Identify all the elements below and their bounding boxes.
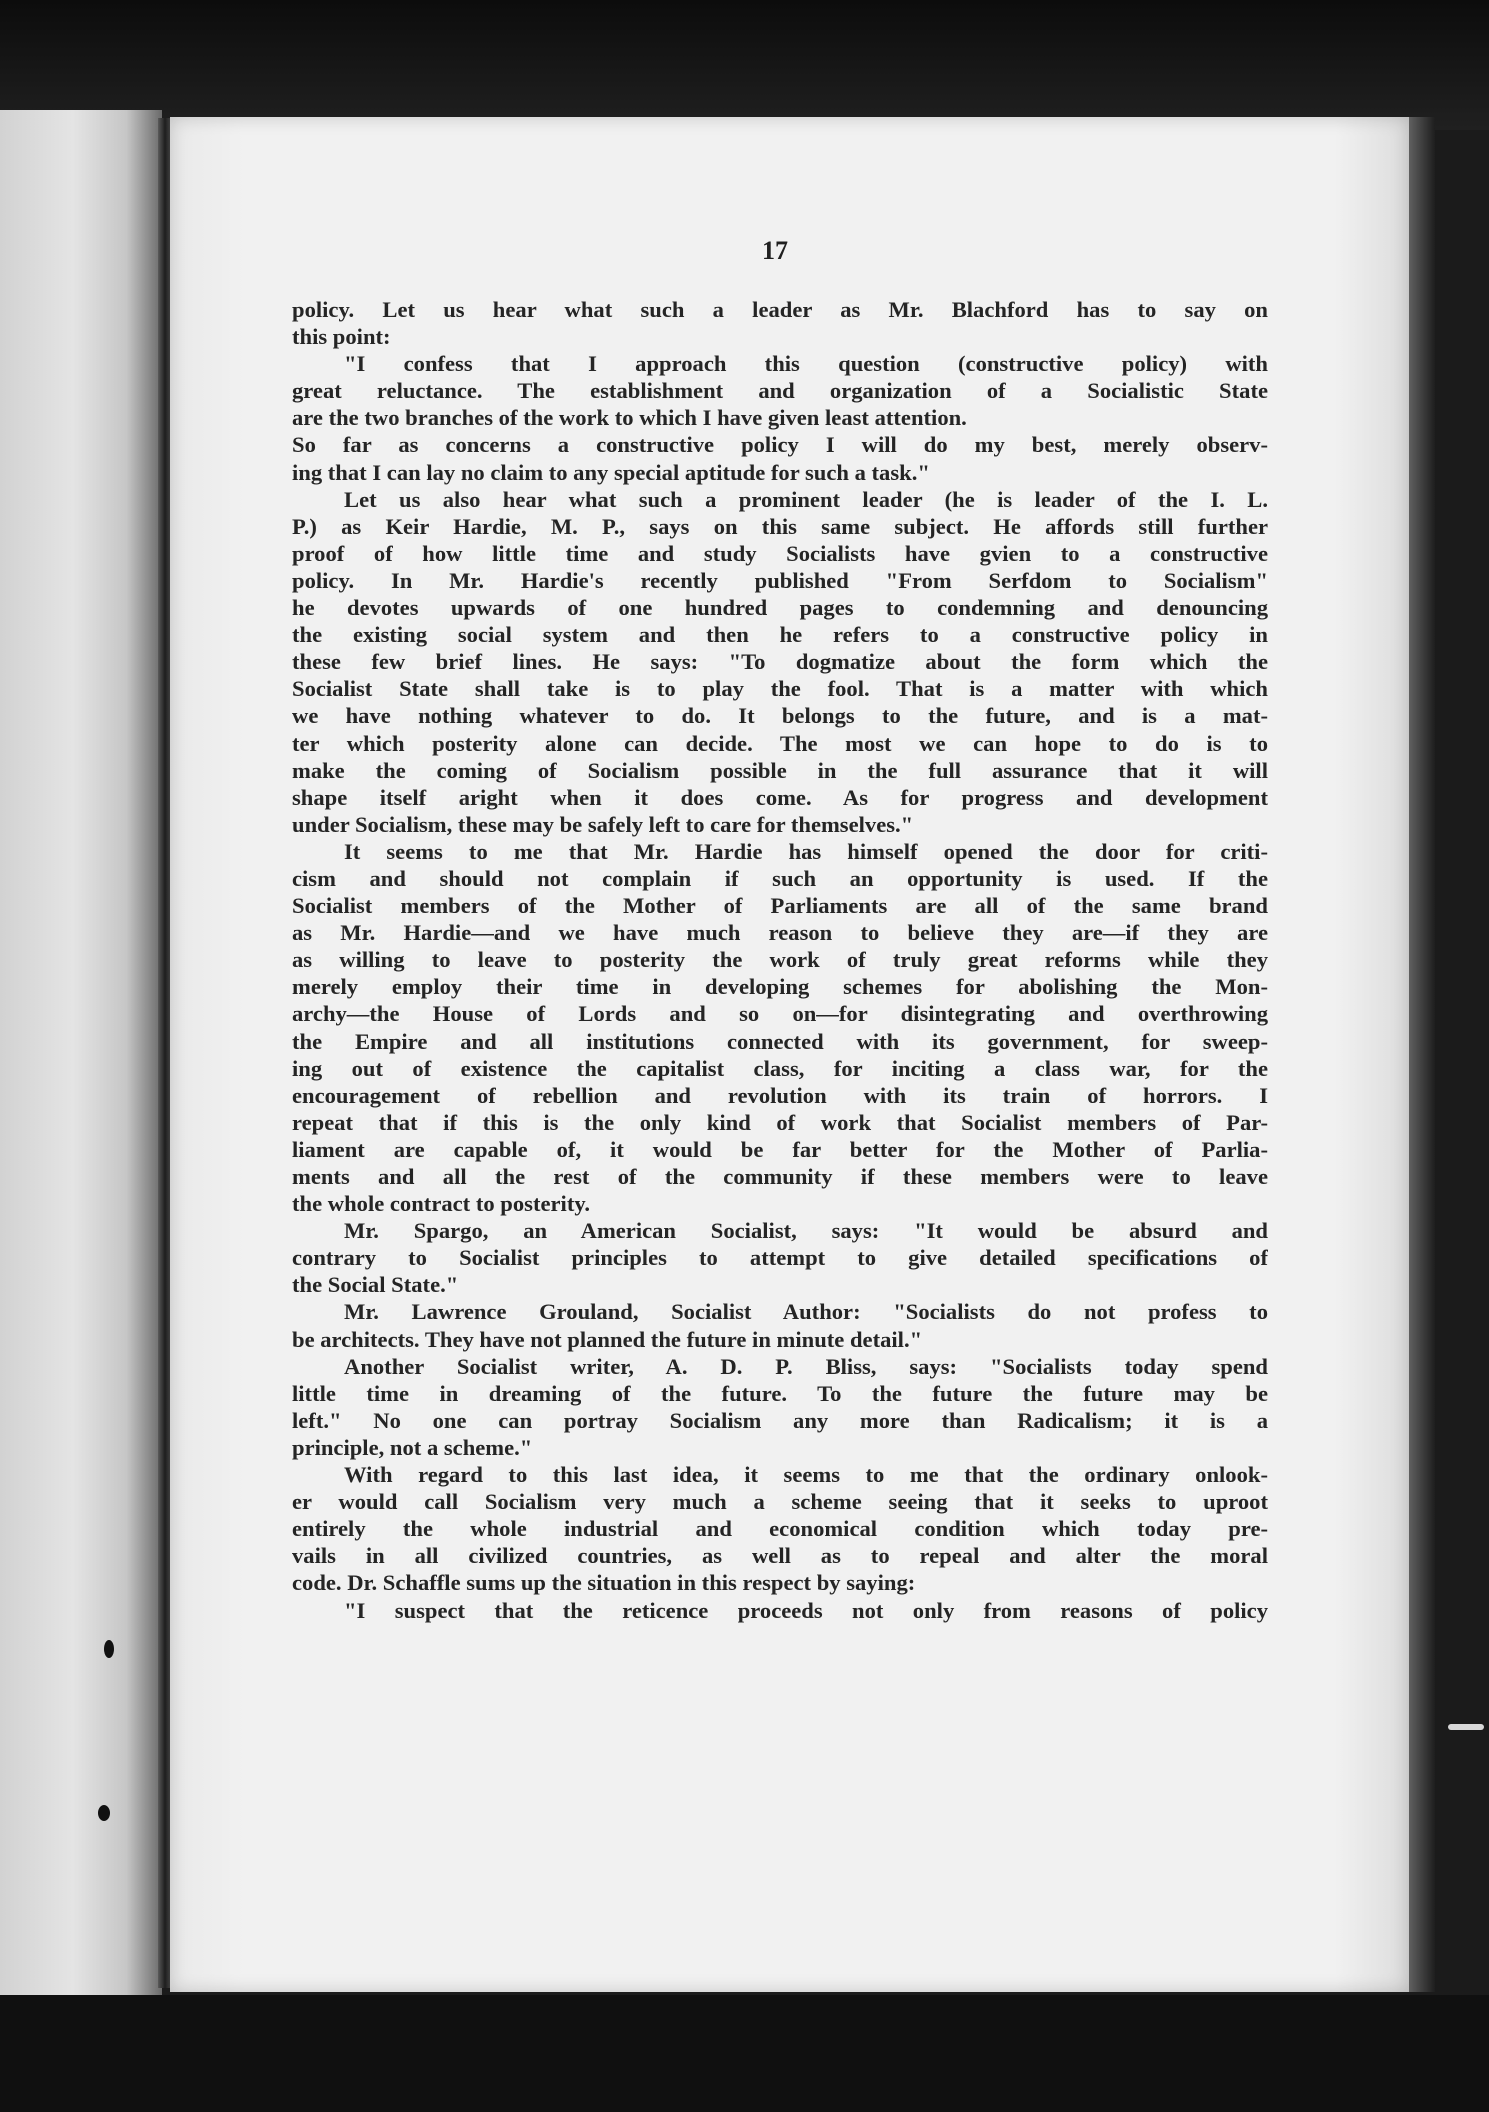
scan-speck xyxy=(104,1640,114,1658)
text-line: repeat that if this is the only kind of work that Socialist members of Par- xyxy=(292,1109,1268,1135)
scan-background-bottom xyxy=(0,1995,1489,2112)
text-line: Mr. Spargo, an American Socialist, says: "It would be absurd and xyxy=(344,1218,1268,1244)
text-line: cism and should not complain if such an opportunity is used. If the xyxy=(292,865,1268,891)
text-line: code. Dr. Schaffle sums up the situation in this respect by saying: xyxy=(292,1570,916,1596)
text-line: With regard to this last idea, it seems to me that the ordinary onlook- xyxy=(344,1462,1268,1488)
text-line: entirely the whole industrial and economical condition which today pre- xyxy=(292,1516,1268,1542)
text-line: principle, not a scheme." xyxy=(292,1434,533,1460)
text-line: the Empire and all institutions connected with its government, for sweep- xyxy=(292,1028,1268,1054)
text-line: we have nothing whatever to do. It belongs to the future, and is a mat- xyxy=(292,703,1268,729)
page-edge-shadow xyxy=(1405,117,1435,1992)
text-line: er would call Socialism very much a scheme seeing that it seeks to uproot xyxy=(292,1489,1268,1515)
text-line: the Social State." xyxy=(292,1272,459,1298)
text-line: little time in dreaming of the future. To the future the future may be xyxy=(292,1380,1268,1406)
text-line: make the coming of Socialism possible in the full assurance that it will xyxy=(292,757,1268,783)
text-line: proof of how little time and study Socialists have gvien to a constructive xyxy=(292,540,1268,566)
scan-speck xyxy=(1448,1724,1484,1730)
text-line: Socialist State shall take is to play the fool. That is a matter with which xyxy=(292,676,1268,702)
text-line: It seems to me that Mr. Hardie has himself opened the door for criti- xyxy=(344,838,1268,864)
page-number: 17 xyxy=(762,236,788,265)
text-line: ing out of existence the capitalist class, for inciting a class war, for the xyxy=(292,1055,1268,1081)
text-line: ter which posterity alone can decide. The most we can hope to do is to xyxy=(292,730,1268,756)
text-line: Mr. Lawrence Grouland, Socialist Author: "Socialists do not profess to xyxy=(344,1299,1268,1325)
text-line: he devotes upwards of one hundred pages to condemning and denouncing xyxy=(292,595,1268,621)
text-line: are the two branches of the work to which I have given least attention. xyxy=(292,405,967,431)
text-line: encouragement of rebellion and revolution with its train of horrors. I xyxy=(292,1082,1268,1108)
text-line: the existing social system and then he refers to a constructive policy in xyxy=(292,622,1268,648)
text-line: contrary to Socialist principles to attempt to give detailed specifications of xyxy=(292,1245,1268,1271)
text-line: left." No one can portray Socialism any more than Radicalism; it is a xyxy=(292,1407,1268,1433)
scan-background-top xyxy=(0,0,1489,130)
text-line: ing that I can lay no claim to any special aptitude for such a task." xyxy=(292,459,930,485)
text-line: P.) as Keir Hardie, M. P., says on this same subject. He affords still further xyxy=(292,513,1268,539)
text-line: great reluctance. The establishment and organization of a Socialistic State xyxy=(292,378,1268,404)
text-line: the whole contract to posterity. xyxy=(292,1191,591,1217)
text-line: vails in all civilized countries, as well as to repeal and alter the moral xyxy=(292,1543,1268,1569)
text-line: under Socialism, these may be safely left to care for themselves." xyxy=(292,811,914,837)
text-line: this point: xyxy=(292,324,391,350)
page-body-text xyxy=(292,296,1268,1624)
text-line: be architects. They have not planned the future in minute detail." xyxy=(292,1326,923,1352)
text-line: as Mr. Hardie—and we have much reason to believe they are—if they are xyxy=(292,920,1268,946)
text-line: liament are capable of, it would be far better for the Mother of Parlia- xyxy=(292,1136,1268,1162)
text-line: policy. In Mr. Hardie's recently published "From Serfdom to Socialism" xyxy=(292,567,1268,593)
text-line: as willing to leave to posterity the work of truly great reforms while they xyxy=(292,947,1268,973)
text-line: shape itself aright when it does come. As for progress and development xyxy=(292,784,1268,810)
scan-speck xyxy=(98,1805,110,1821)
text-line: ments and all the rest of the community if these members were to leave xyxy=(292,1164,1268,1189)
text-line: So far as concerns a constructive policy I will do my best, merely observ- xyxy=(292,432,1268,458)
facing-page-edge xyxy=(0,110,162,1995)
text-line: policy. Let us hear what such a leader as Mr. Blachford has to say on xyxy=(292,297,1268,322)
text-line: merely employ their time in developing schemes for abolishing the Mon- xyxy=(292,974,1268,1000)
text-line: "I suspect that the reticence proceeds not only from reasons of policy xyxy=(344,1597,1268,1623)
text-line: Let us also hear what such a prominent leader (he is leader of the I. L. xyxy=(344,486,1268,512)
text-line: these few brief lines. He says: "To dogmatize about the form which the xyxy=(292,649,1268,675)
text-line: "I confess that I approach this question (constructive policy) with xyxy=(344,351,1268,377)
text-line: Socialist members of the Mother of Parliaments are all of the same brand xyxy=(292,893,1268,919)
text-line: archy—the House of Lords and so on—for disintegrating and overthrowing xyxy=(292,1001,1268,1027)
text-line: Another Socialist writer, A. D. P. Bliss, says: "Socialists today spend xyxy=(344,1353,1268,1379)
